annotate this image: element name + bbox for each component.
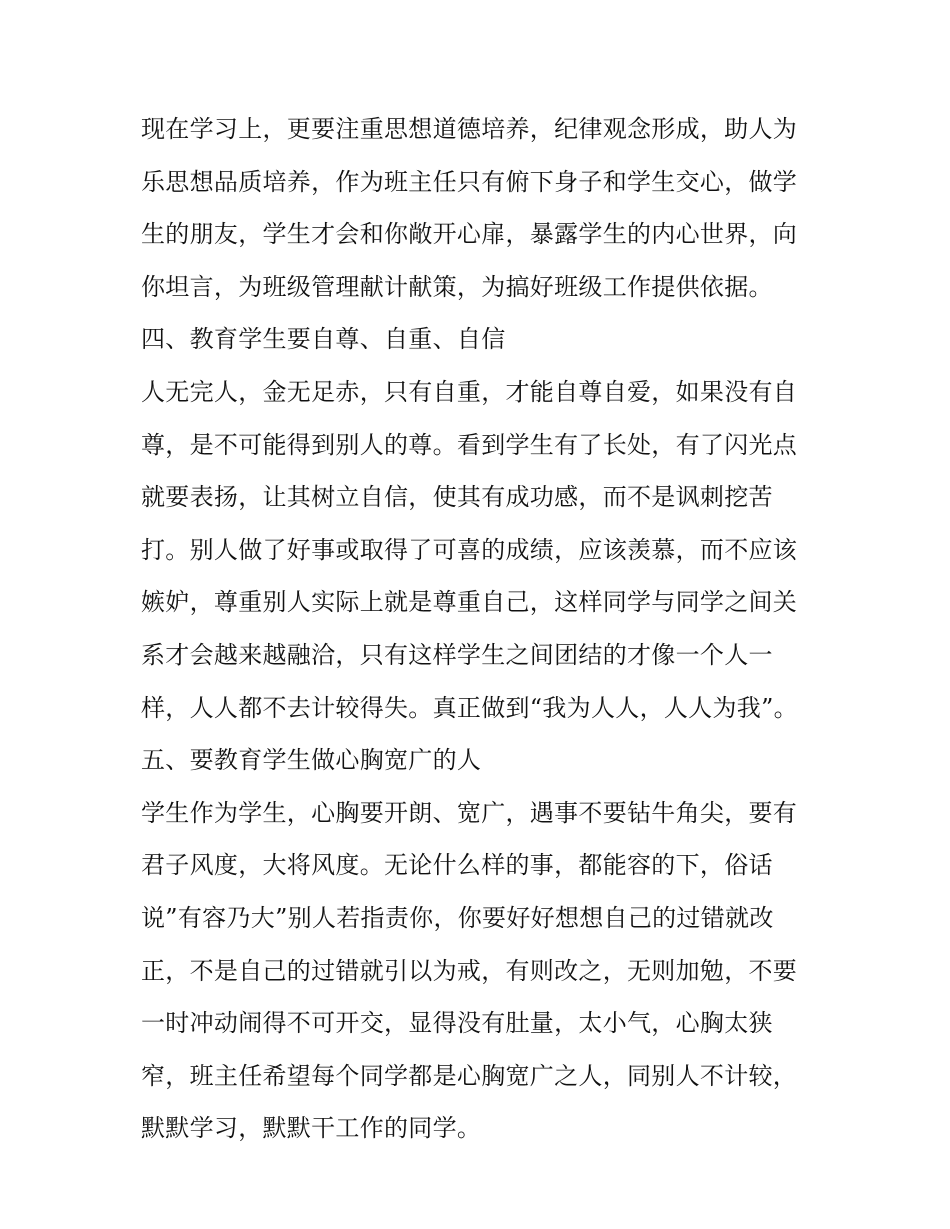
paragraph-line: 嫉妒，尊重别人实际上就是尊重自己，这样同学与同学之间关	[141, 588, 798, 617]
paragraph-line: 尊，是不可能得到别人的尊。看到学生有了长处，有了闪光点	[141, 430, 798, 459]
document-body	[141, 103, 813, 1155]
paragraph-line: 君子风度，大将风度。无论什么样的事，都能容的下，俗话	[141, 851, 773, 880]
paragraph-line: 学生作为学生，心胸要开朗、宽广，遇事不要钻牛角尖，要有	[141, 798, 798, 827]
paragraph-line: 一时冲动闹得不可开交，显得没有肚量，太小气，心胸太狭	[141, 1009, 773, 1038]
paragraph-line: 人无完人，金无足赤，只有自重，才能自尊自爱，如果没有自	[141, 377, 798, 406]
paragraph-line: 乐思想品质培养，作为班主任只有俯下身子和学生交心，做学	[141, 167, 798, 196]
section-heading: 五、要教育学生做心胸宽广的人	[141, 746, 482, 775]
paragraph-line: 就要表扬，让其树立自信，使其有成功感，而不是讽刺挖苦	[141, 483, 773, 512]
paragraph-line: 生的朋友，学生才会和你敞开心扉，暴露学生的内心世界，向	[141, 220, 798, 249]
paragraph-line: 说”有容乃大”别人若指责你，你要好好想想自己的过错就改	[141, 903, 774, 932]
paragraph-line: 打。别人做了好事或取得了可喜的成绩，应该羡慕，而不应该	[141, 535, 798, 564]
paragraph-line: 样，人人都不去计较得失。真正做到“我为人人，人人为我”。	[141, 693, 798, 722]
paragraph-line: 你坦言，为班级管理献计献策，为搞好班级工作提供依据。	[141, 272, 773, 301]
paragraph-line: 正，不是自己的过错就引以为戒，有则改之，无则加勉，不要	[141, 956, 798, 985]
paragraph-line: 现在学习上，更要注重思想道德培养，纪律观念形成，助人为	[141, 115, 798, 143]
paragraph-line: 窄，班主任希望每个同学都是心胸宽广之人，同别人不计较，	[141, 1061, 798, 1090]
paragraph-line: 系才会越来越融洽，只有这样学生之间团结的才像一个人一	[141, 640, 773, 669]
section-heading: 四、教育学生要自尊、自重、自信	[141, 325, 506, 354]
paragraph-line: 默默学习，默默干工作的同学。	[141, 1114, 482, 1143]
